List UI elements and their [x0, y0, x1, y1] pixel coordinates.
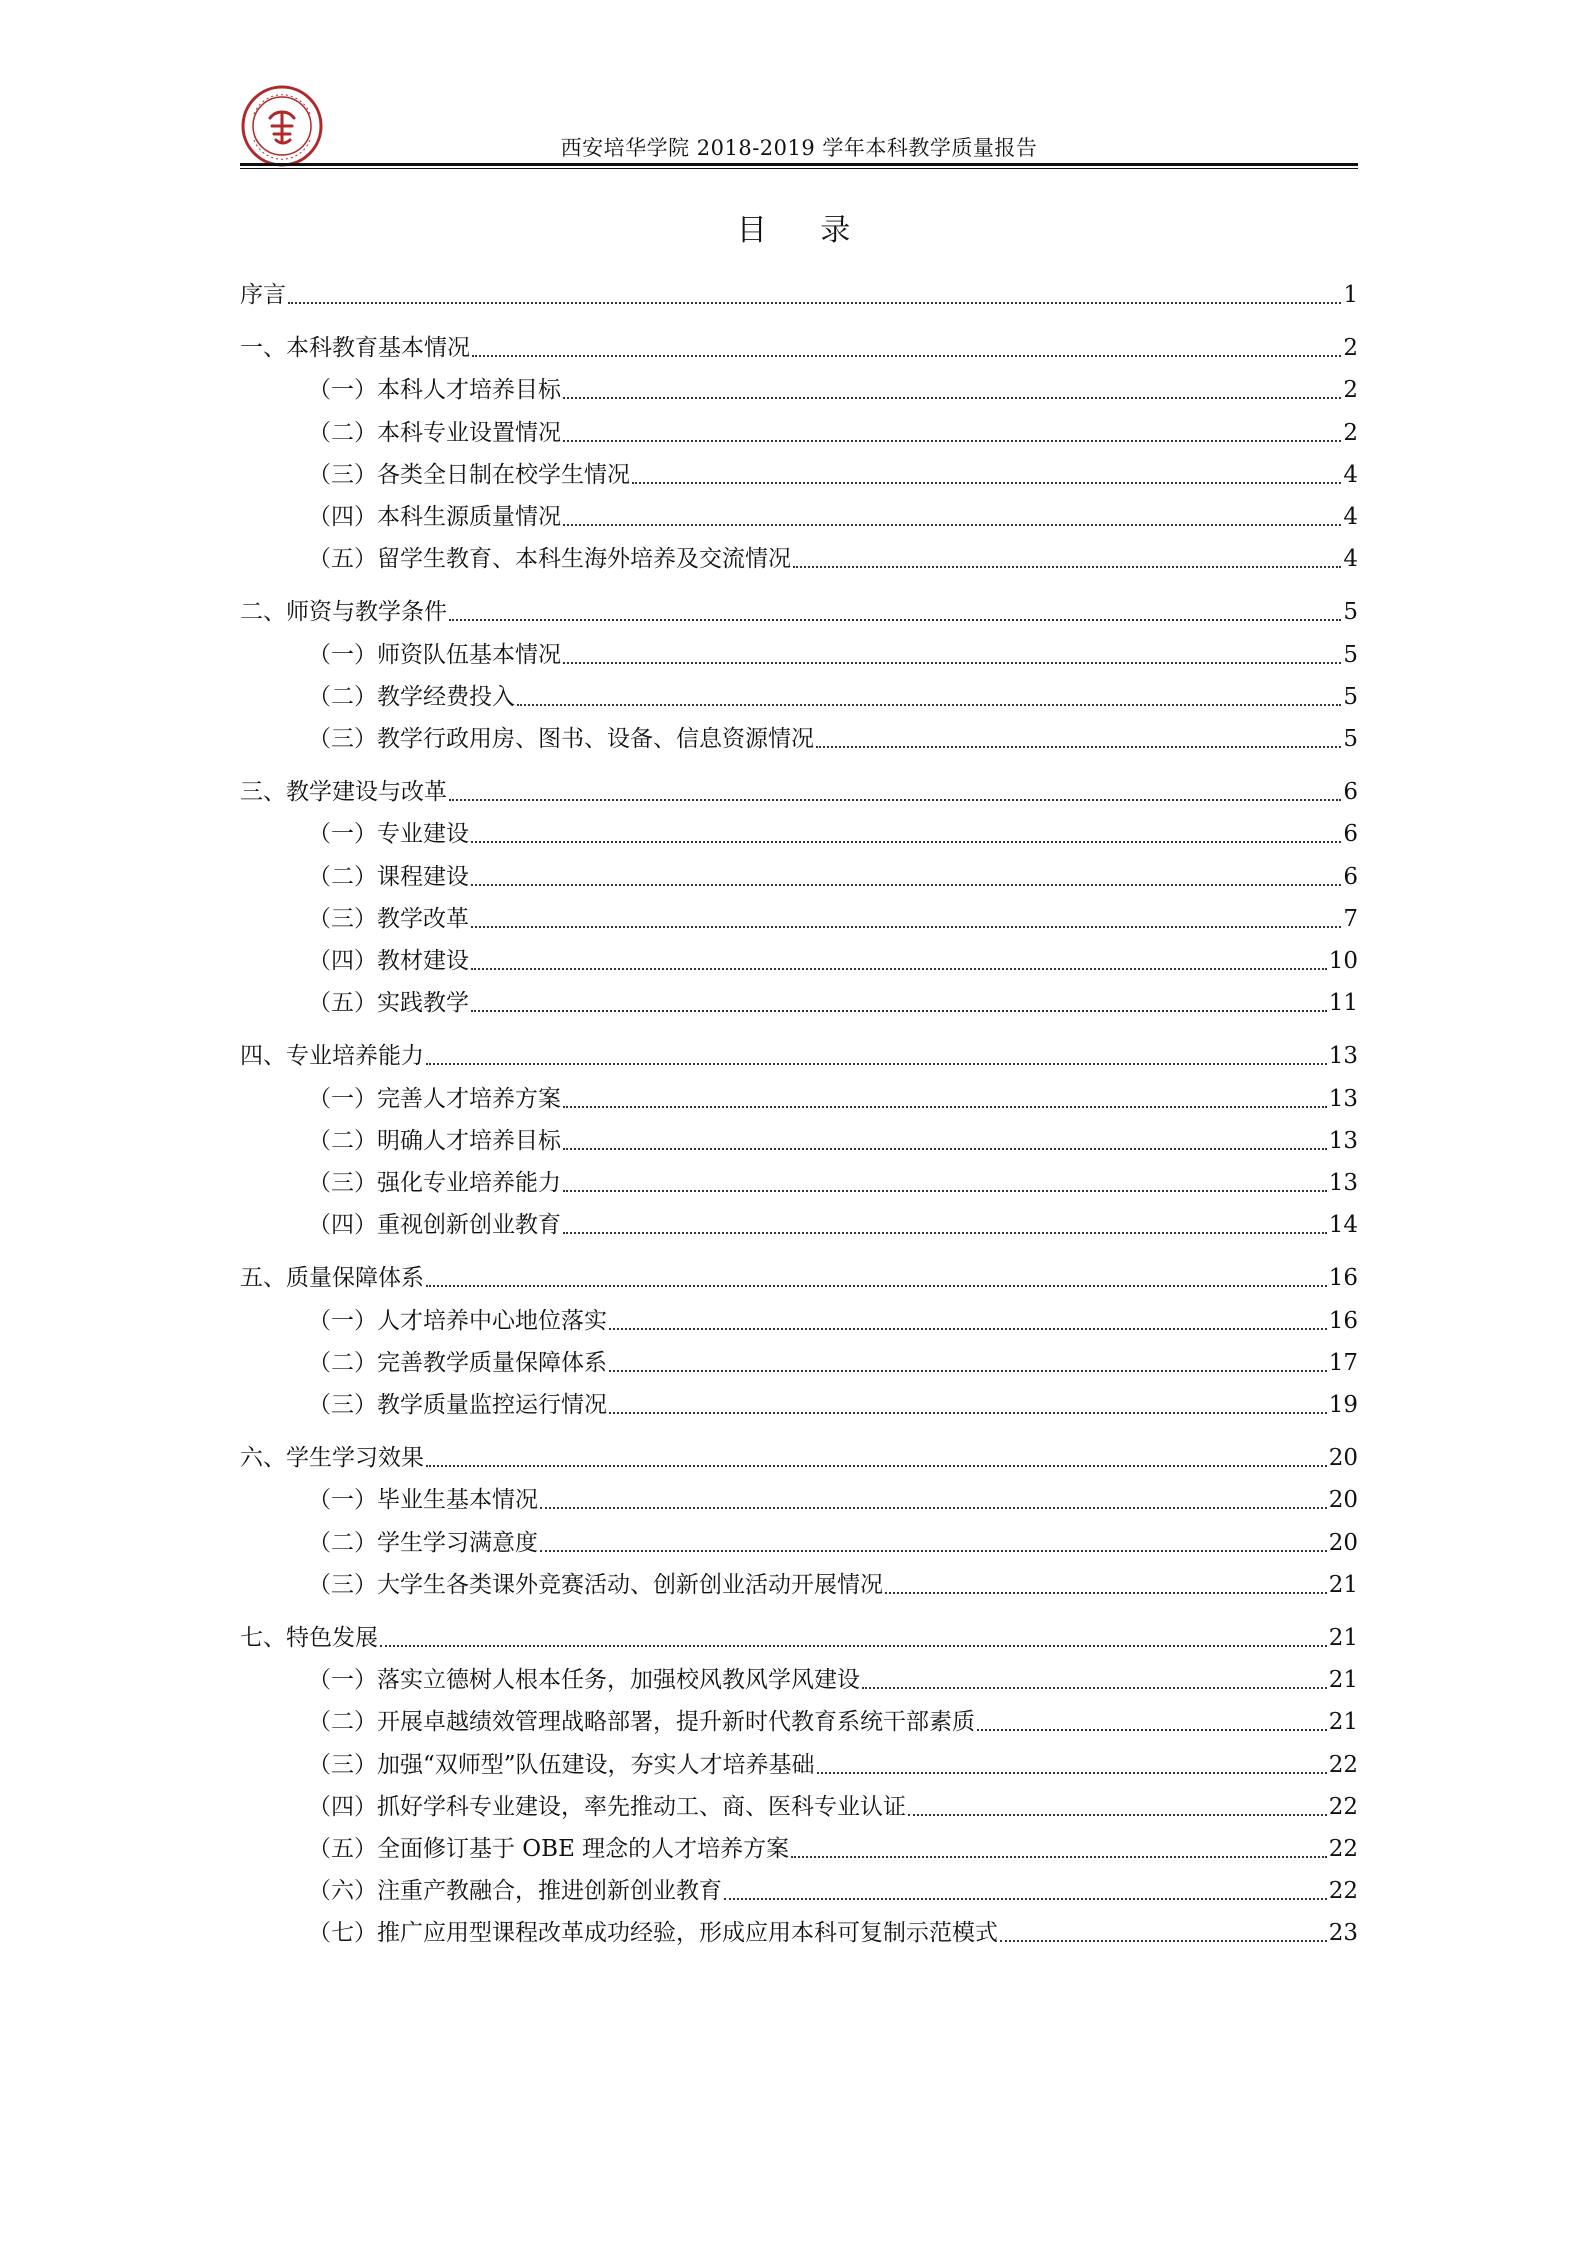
toc-dot-leader: [426, 1063, 1327, 1065]
page-header: [240, 84, 1358, 169]
toc-entry[interactable]: [308, 1124, 1358, 1158]
toc-entry-page: 10: [1328, 948, 1358, 974]
toc-entry-page: 21: [1328, 1571, 1358, 1598]
toc-entry-label: （一）本科人才培养目标: [308, 377, 561, 404]
toc-entry-page: 1: [1343, 282, 1358, 308]
toc-entry-label: （四）抓好学科专业建设，率先推动工、商、医科专业认证: [308, 1793, 906, 1820]
toc-entry[interactable]: [308, 542, 1358, 576]
toc-dot-leader: [540, 1507, 1327, 1509]
toc-entry[interactable]: [240, 1621, 1358, 1655]
toc-entry-label: （三）各类全日制在校学生情况: [308, 461, 630, 488]
toc-entry-page: 20: [1328, 1529, 1358, 1556]
toc-entry[interactable]: [240, 278, 1358, 312]
toc-dot-leader: [563, 1232, 1327, 1234]
toc-entry-page: 4: [1343, 546, 1358, 573]
toc-dot-leader: [426, 1285, 1327, 1287]
toc-entry-label: （七）推广应用型课程改革成功经验，形成应用本科可复制示范模式: [308, 1920, 998, 1947]
toc-entry-page: 23: [1328, 1920, 1358, 1947]
toc-dot-leader: [1000, 1940, 1327, 1942]
toc-entry[interactable]: [308, 944, 1358, 978]
toc-entry[interactable]: [308, 1388, 1358, 1422]
toc-entry[interactable]: [308, 373, 1358, 407]
toc-entry[interactable]: [240, 595, 1358, 629]
toc-dot-leader: [632, 482, 1341, 484]
toc-entry-label: （五）留学生教育、本科生海外培养及交流情况: [308, 546, 791, 573]
toc-entry-label: （一）完善人才培养方案: [308, 1085, 561, 1112]
toc-entry[interactable]: [308, 1166, 1358, 1200]
toc-entry-page: 4: [1343, 504, 1358, 530]
toc-entry-page: 20: [1328, 1445, 1358, 1472]
toc-entry-label: （一）人才培养中心地位落实: [308, 1307, 607, 1334]
toc-entry-page: 17: [1328, 1349, 1358, 1376]
toc-entry-page: 5: [1343, 726, 1358, 752]
toc-entry-label: （六）注重产教融合，推进创新创业教育: [308, 1878, 722, 1905]
toc-entry-label: 七、特色发展: [240, 1625, 378, 1651]
toc-entry-page: 20: [1328, 1487, 1358, 1514]
toc-entry[interactable]: [308, 1568, 1358, 1602]
toc-entry-page: 4: [1343, 461, 1358, 488]
toc-dot-leader: [288, 302, 1341, 304]
toc-entry-label: （二）明确人才培养目标: [308, 1127, 561, 1154]
toc-entry-label: （三）强化专业培养能力: [308, 1170, 561, 1196]
header-rule: [240, 163, 1358, 166]
toc-entry[interactable]: [308, 1526, 1358, 1560]
toc-entry-label: （二）学生学习满意度: [308, 1529, 538, 1556]
toc-entry[interactable]: [308, 1346, 1358, 1380]
toc-dot-leader: [540, 1550, 1327, 1552]
toc-dot-leader: [471, 926, 1341, 928]
toc-entry-label: 四、专业培养能力: [240, 1043, 424, 1070]
toc-dot-leader: [471, 1010, 1327, 1012]
toc-entry-page: 2: [1343, 377, 1358, 404]
toc-entry-label: （四）教材建设: [308, 948, 469, 974]
toc-entry-page: 5: [1343, 683, 1358, 710]
toc-entry[interactable]: [308, 1082, 1358, 1116]
toc-dot-leader: [449, 619, 1341, 621]
toc-entry[interactable]: [308, 860, 1358, 894]
toc-entry[interactable]: [308, 1208, 1358, 1242]
toc-entry-page: 21: [1328, 1709, 1358, 1736]
toc-dot-leader: [471, 841, 1341, 843]
toc-entry-label: （一）落实立德树人根本任务，加强校风教风学风建设: [308, 1667, 860, 1694]
toc-entry[interactable]: [308, 1748, 1358, 1782]
toc-entry-page: 21: [1328, 1667, 1358, 1694]
toc-dot-leader: [563, 524, 1341, 526]
toc-dot-leader: [885, 1592, 1327, 1594]
toc-dot-leader: [609, 1370, 1327, 1372]
toc-dot-leader: [563, 1106, 1327, 1108]
toc-entry[interactable]: [308, 902, 1358, 936]
toc-entry-label: （一）专业建设: [308, 821, 469, 848]
toc-dot-leader: [563, 662, 1341, 664]
toc-entry-page: 22: [1328, 1793, 1358, 1820]
toc-entry[interactable]: [240, 1261, 1358, 1295]
toc-entry-label: （三）教学改革: [308, 905, 469, 932]
toc-entry-label: 二、师资与教学条件: [240, 599, 447, 626]
toc-dot-leader: [862, 1687, 1327, 1689]
toc-entry-page: 2: [1343, 335, 1358, 362]
toc-dot-leader: [471, 968, 1327, 970]
toc-entry[interactable]: [240, 1441, 1358, 1475]
toc-dot-leader: [563, 440, 1341, 442]
toc-entry-label: （二）开展卓越绩效管理战略部署，提升新时代教育系统干部素质: [308, 1709, 975, 1736]
toc-entry-label: 一、本科教育基本情况: [240, 335, 470, 362]
toc-entry-label: （三）教学行政用房、图书、设备、信息资源情况: [308, 726, 814, 752]
toc-dot-leader: [977, 1729, 1327, 1731]
toc-entry[interactable]: [308, 638, 1358, 672]
toc-entry[interactable]: [308, 1790, 1358, 1824]
toc-entry-page: 19: [1328, 1392, 1358, 1418]
toc-dot-leader: [724, 1898, 1327, 1900]
toc-entry-page: 22: [1328, 1836, 1358, 1862]
toc-entry-page: 22: [1328, 1878, 1358, 1905]
toc-entry-label: （四）重视创新创业教育: [308, 1212, 561, 1239]
toc-entry-page: 13: [1328, 1085, 1358, 1112]
toc-dot-leader: [517, 704, 1341, 706]
toc-entry[interactable]: [308, 1304, 1358, 1338]
toc-entry-page: 6: [1343, 863, 1358, 890]
toc-dot-leader: [472, 355, 1341, 357]
toc-dot-leader: [471, 884, 1341, 886]
toc-dot-leader: [449, 799, 1341, 801]
toc-dot-leader: [793, 566, 1341, 568]
toc-entry[interactable]: [308, 416, 1358, 450]
toc-entry[interactable]: [308, 817, 1358, 851]
header-title: 西安培华学院 2018-2019 学年本科教学质量报告: [560, 136, 1038, 160]
toc-entry-page: 7: [1343, 905, 1358, 932]
toc-entry-page: 14: [1328, 1212, 1358, 1239]
toc-dot-leader: [908, 1814, 1327, 1816]
toc-dot-leader: [816, 746, 1341, 748]
toc-entry-label: 序言: [240, 282, 286, 308]
toc-entry[interactable]: [308, 1705, 1358, 1739]
toc-entry[interactable]: [308, 1832, 1358, 1866]
toc-entry-label: 三、教学建设与改革: [240, 779, 447, 806]
toc-entry-page: 11: [1328, 990, 1358, 1017]
toc-entry[interactable]: [308, 1663, 1358, 1697]
toc-dot-leader: [609, 1412, 1327, 1414]
toc-entry-page: 16: [1328, 1307, 1358, 1334]
toc-entry-label: （三）教学质量监控运行情况: [308, 1392, 607, 1418]
toc-dot-leader: [563, 397, 1341, 399]
toc-entry-page: 5: [1343, 641, 1358, 668]
toc-entry-label: （三）大学生各类课外竞赛活动、创新创业活动开展情况: [308, 1571, 883, 1598]
toc-entry[interactable]: [308, 1483, 1358, 1517]
toc-entry-page: 21: [1328, 1625, 1358, 1651]
toc-dot-leader: [817, 1772, 1327, 1774]
toc-entry-page: 22: [1328, 1751, 1358, 1778]
toc-entry[interactable]: [240, 1039, 1358, 1073]
header-rule-thin: [240, 168, 1358, 169]
toc-entry-label: （一）师资队伍基本情况: [308, 641, 561, 668]
toc-entry-page: 16: [1328, 1265, 1358, 1292]
toc-entry-label: （二）课程建设: [308, 863, 469, 890]
toc-entry[interactable]: [308, 1916, 1358, 1950]
toc-entry-page: 2: [1343, 419, 1358, 446]
toc-dot-leader: [380, 1645, 1327, 1647]
toc-title: 目 录: [736, 213, 873, 248]
toc-entry-page: 6: [1343, 779, 1358, 806]
toc-entry-label: （二）本科专业设置情况: [308, 419, 561, 446]
toc-entry-page: 5: [1343, 599, 1358, 626]
toc-entry-label: （四）本科生源质量情况: [308, 504, 561, 530]
toc-entry-page: 6: [1343, 821, 1358, 848]
toc-entry-page: 13: [1328, 1127, 1358, 1154]
toc-entry-page: 13: [1328, 1170, 1358, 1196]
toc-entry[interactable]: [240, 775, 1358, 809]
toc-entry[interactable]: [308, 500, 1358, 534]
toc-entry[interactable]: [308, 1874, 1358, 1908]
toc-dot-leader: [791, 1856, 1327, 1858]
toc-entry[interactable]: [308, 986, 1358, 1020]
toc-entry-label: （五）全面修订基于 OBE 理念的人才培养方案: [308, 1836, 790, 1862]
toc-entry-label: 五、质量保障体系: [240, 1265, 424, 1292]
toc-entry-label: （二）教学经费投入: [308, 683, 515, 710]
toc-entry[interactable]: [240, 331, 1358, 365]
toc-dot-leader: [609, 1328, 1327, 1330]
toc-dot-leader: [426, 1465, 1327, 1467]
toc-entry[interactable]: [308, 722, 1358, 756]
toc-entry[interactable]: [308, 458, 1358, 492]
toc-entry-page: 13: [1328, 1043, 1358, 1070]
toc-dot-leader: [563, 1148, 1327, 1150]
toc-entry-label: （一）毕业生基本情况: [308, 1487, 538, 1514]
toc-entry-label: （五）实践教学: [308, 990, 469, 1017]
toc-entry-label: 六、学生学习效果: [240, 1445, 424, 1472]
toc-dot-leader: [563, 1190, 1327, 1192]
toc-entry[interactable]: [308, 680, 1358, 714]
toc-entry-label: （二）完善教学质量保障体系: [308, 1349, 607, 1376]
toc-entry-label: （三）加强“双师型”队伍建设，夯实人才培养基础: [308, 1751, 815, 1778]
